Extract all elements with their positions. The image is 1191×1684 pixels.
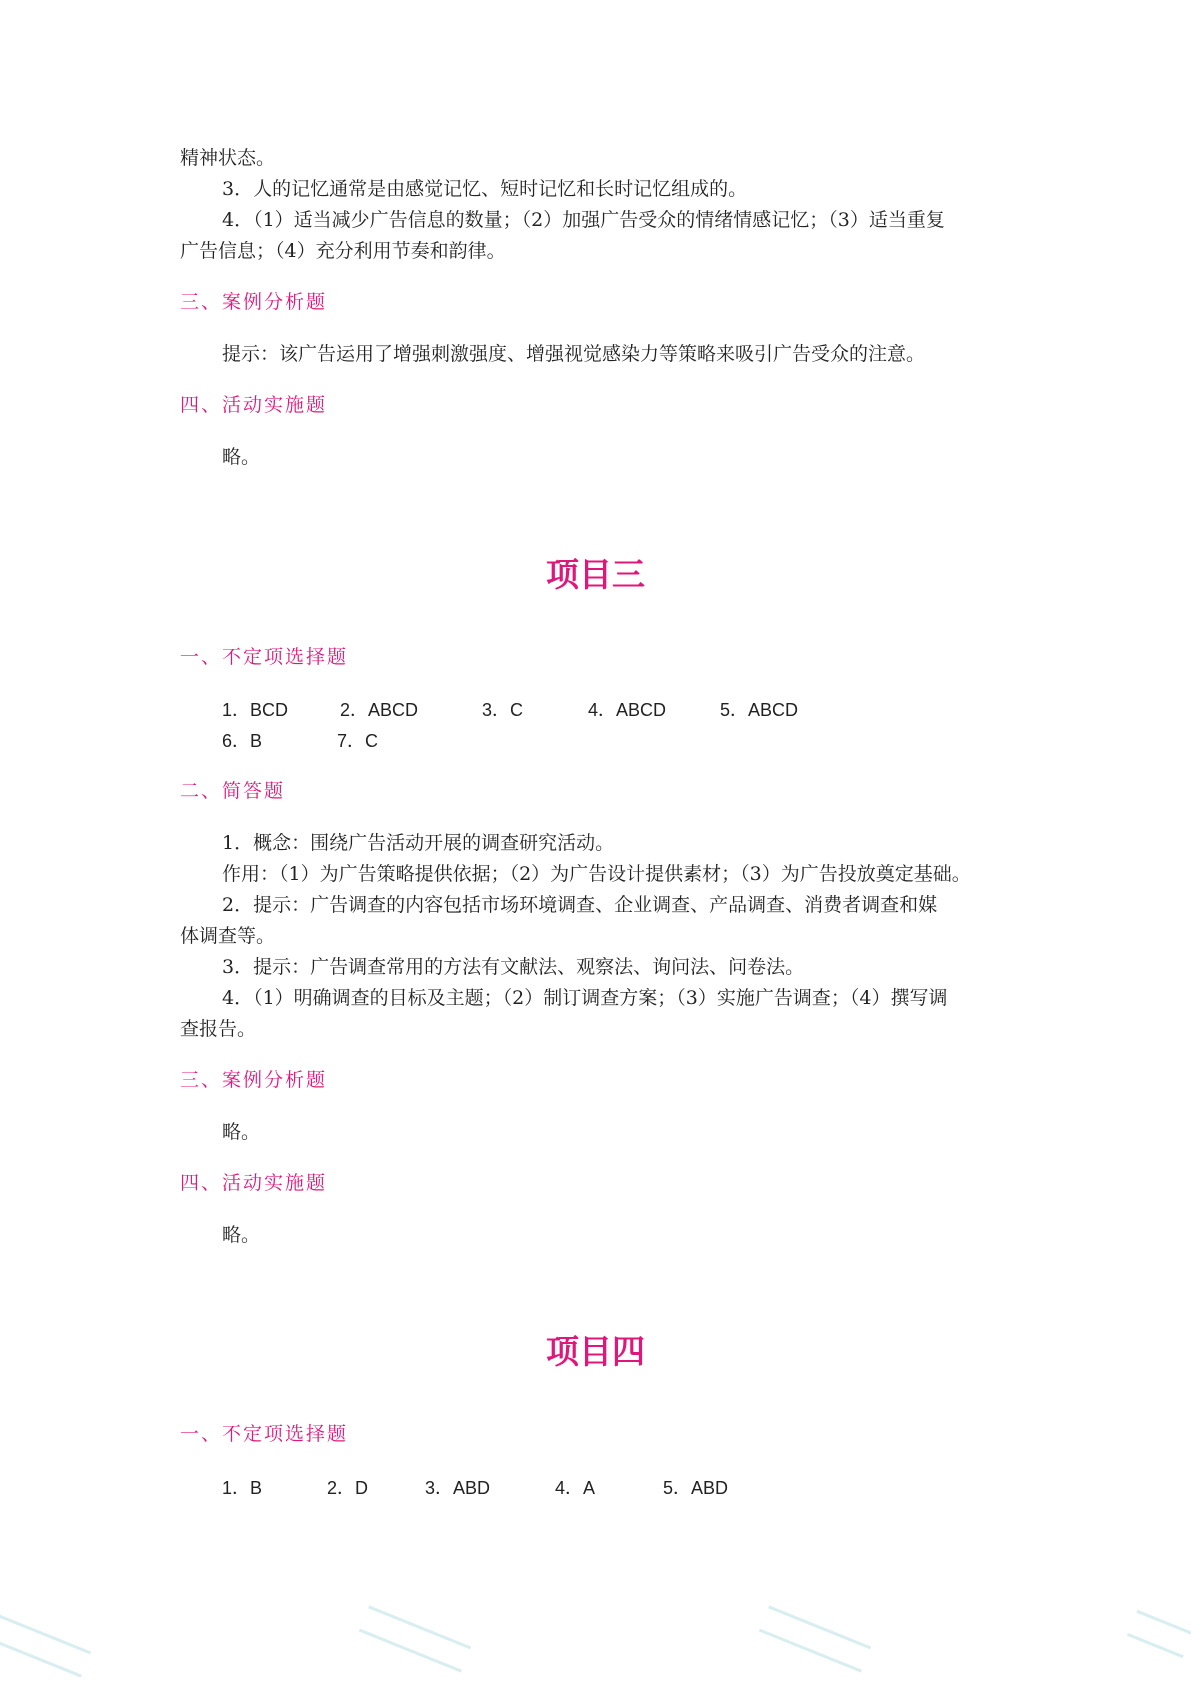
answer-item: 2．ABCD [340, 700, 419, 720]
text-line: 4．（1）适当减少广告信息的数量；（2）加强广告受众的情绪情感记忆；（3）适当重复 [222, 209, 945, 231]
answer-item: 1．BCD [222, 700, 289, 720]
text-line: 略。 [222, 1121, 261, 1143]
project-title: 项目三 [546, 555, 645, 594]
text-line: 1．概念：围绕广告活动开展的调查研究活动。 [222, 832, 615, 854]
answer-item: 7．C [337, 731, 379, 751]
text-line: 体调查等。 [180, 925, 276, 947]
text-line: 作用：（1）为广告策略提供依据；（2）为广告设计提供素材；（3）为广告投放奠定基础。 [222, 863, 971, 885]
watermark [0, 1610, 91, 1677]
text-line: 略。 [222, 446, 261, 468]
project-title: 项目四 [546, 1332, 645, 1371]
section-heading: 二、简答题 [180, 780, 286, 802]
answer-item: 4．A [555, 1478, 596, 1498]
section-heading: 三、案例分析题 [180, 291, 328, 313]
text-line: 提示：该广告运用了增强刺激强度、增强视觉感染力等策略来吸引广告受众的注意。 [222, 343, 926, 365]
text-line: 2．提示：广告调查的内容包括市场环境调查、企业调查、产品调查、消费者调查和媒 [222, 894, 938, 916]
text-line: 查报告。 [180, 1018, 257, 1040]
answer-item: 3．C [482, 700, 524, 720]
text-line: 3．提示：广告调查常用的方法有文献法、观察法、询问法、问卷法。 [222, 956, 805, 978]
text-line: 精神状态。 [180, 147, 276, 169]
section-heading: 四、活动实施题 [180, 394, 328, 416]
answer-item: 6．B [222, 731, 263, 751]
watermark [359, 1605, 471, 1672]
section-heading: 三、案例分析题 [180, 1069, 328, 1091]
text-line: 略。 [222, 1224, 261, 1246]
watermark [759, 1605, 871, 1672]
answer-item: 1．B [222, 1478, 263, 1498]
text-line: 4．（1）明确调查的目标及主题；（2）制订调查方案；（3）实施广告调查；（4）撰写调 [222, 987, 948, 1009]
section-heading: 一、不定项选择题 [180, 1423, 349, 1445]
answer-item: 5．ABCD [720, 700, 799, 720]
answer-item: 4．ABCD [588, 700, 667, 720]
watermark [1127, 1610, 1191, 1658]
answer-item: 5．ABD [663, 1478, 729, 1498]
answer-item: 3．ABD [425, 1478, 491, 1498]
section-heading: 四、活动实施题 [180, 1172, 328, 1194]
text-line: 3．人的记忆通常是由感觉记忆、短时记忆和长时记忆组成的。 [222, 178, 748, 200]
section-heading: 一、不定项选择题 [180, 646, 349, 668]
text-line: 广告信息；（4）充分利用节奏和韵律。 [180, 240, 506, 262]
answer-item: 2．D [327, 1478, 369, 1498]
